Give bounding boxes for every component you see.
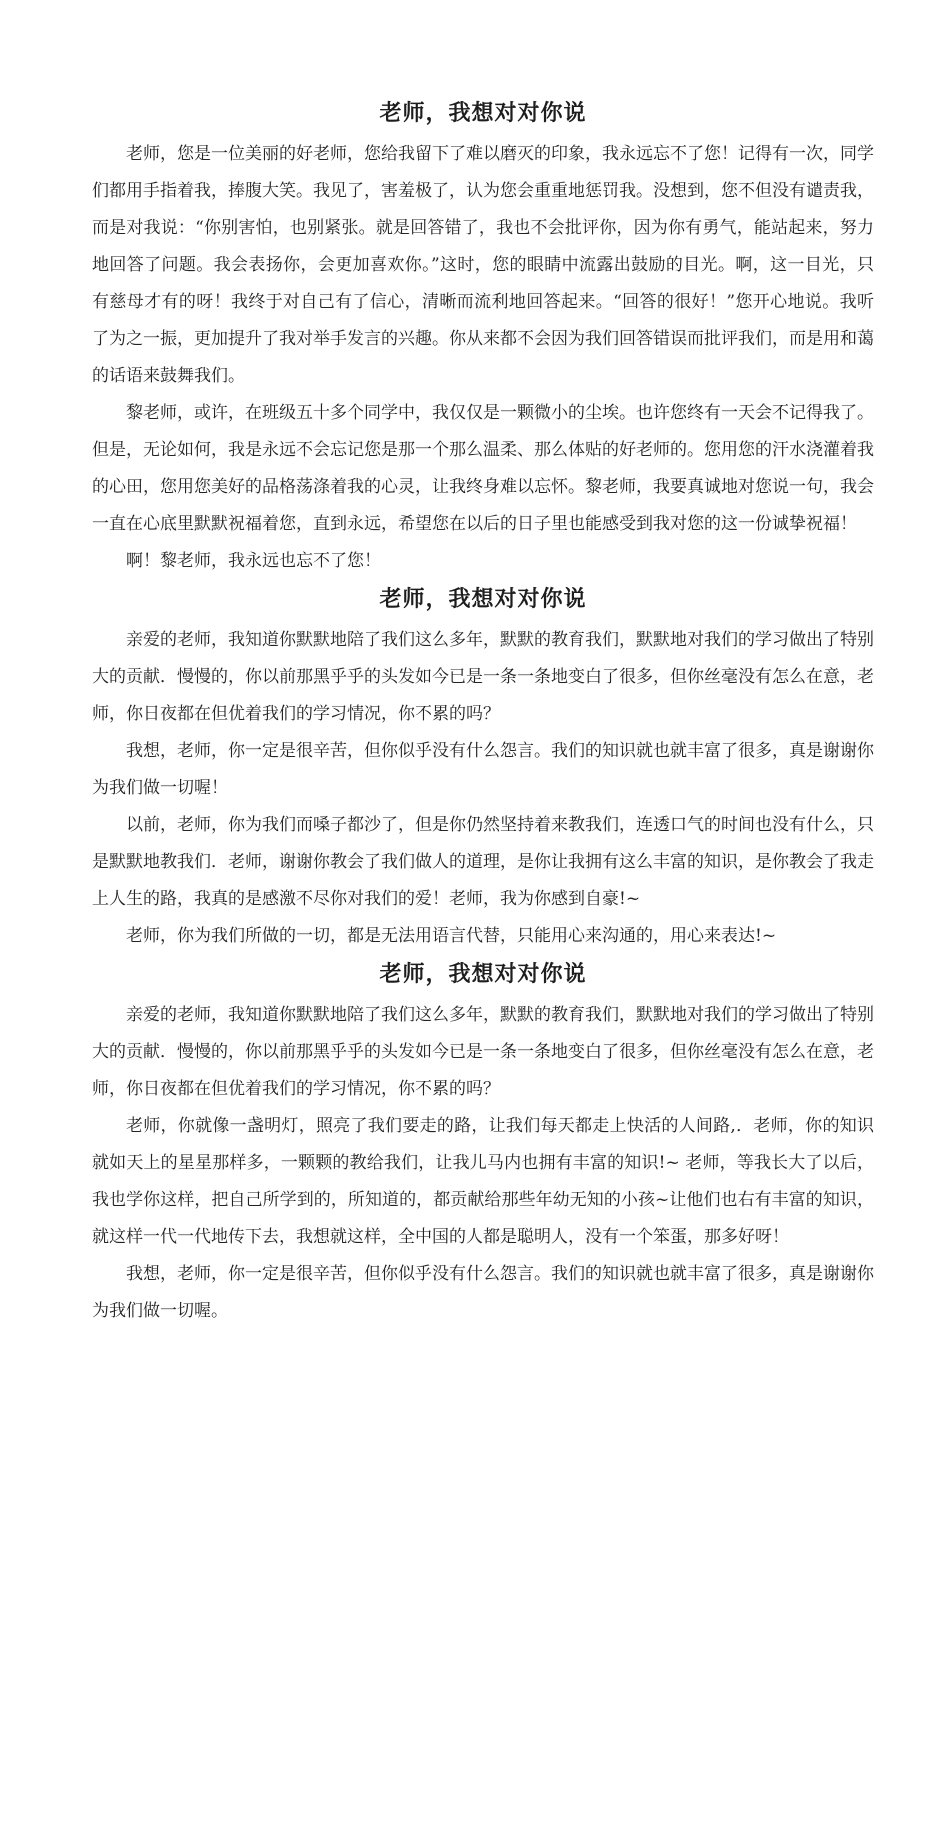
paragraph: 老师，您是一位美丽的好老师，您给我留下了难以磨灭的印象，我永远忘不了您！记得有一次，同学们都用手指着我，捧腹大笑。我见了，害羞极了，认为您会重重地惩罚我。没想到，您不但没有谴责我，而是对我说：“你别害怕，也别紧张。就是回答错了，我也不会批评你，因为你有勇气，能站起来，努力地回答了问题。我会表扬你，会更加喜欢你。”这时，您的眼睛中流露出鼓励的目光。啊，这一目光，只有慈母才有的呀！我终于对自己有了信心，清晰而流利地回答起来。“回答的很好！”您开心地说。我听了为之一振，更加提升了我对举手发言的兴趣。你从来都不会因为我们回答错误而批评我们，而是用和蔼的话语来鼓舞我们。 bbox=[92, 144, 874, 386]
section-title: 老师，我想对对你说 bbox=[379, 100, 587, 126]
paragraph: 黎老师，或许，在班级五十多个同学中，我仅仅是一颗微小的尘埃。也许您终有一天会不记得我了。但是，无论如何，我是永远不会忘记您是那一个那么温柔、那么体贴的好老师的。您用您的汗水浇灌着我的心田，您用您美好的品格荡涤着我的心灵，让我终身难以忘怀。黎老师，我要真诚地对您说一句，我会一直在心底里默默祝福着您，直到永远，希望您在以后的日子里也能感受到我对您的这一份诚挚祝福！ bbox=[92, 403, 874, 534]
paragraph: 亲爱的老师，我知道你默默地陪了我们这么多年，默默的教育我们，默默地对我们的学习做出了特别大的贡献．慢慢的，你以前那黑乎乎的头发如今已是一条一条地变白了很多，但你丝毫没有怎么在意，老师，你日夜都在但优着我们的学习情况，你不累的吗？ bbox=[92, 1005, 874, 1099]
essay-section-3 bbox=[92, 959, 874, 1330]
paragraph: 亲爱的老师，我知道你默默地陪了我们这么多年，默默的教育我们，默默地对我们的学习做出了特别大的贡献．慢慢的，你以前那黑乎乎的头发如今已是一条一条地变白了很多，但你丝毫没有怎么在意，老师，你日夜都在但优着我们的学习情况，你不累的吗？ bbox=[92, 630, 874, 724]
section-title: 老师，我想对对你说 bbox=[379, 586, 587, 612]
paragraph: 我想，老师，你一定是很辛苦，但你似乎没有什么怨言。我们的知识就也就丰富了很多，真是谢谢你为我们做一切喔。 bbox=[92, 1264, 874, 1321]
paragraph: 啊！黎老师，我永远也忘不了您！ bbox=[126, 551, 381, 571]
essay-section-1 bbox=[92, 98, 874, 580]
paragraph: 我想，老师，你一定是很辛苦，但你似乎没有什么怨言。我们的知识就也就丰富了很多，真是谢谢你为我们做一切喔！ bbox=[92, 741, 874, 798]
section-title: 老师，我想对对你说 bbox=[379, 961, 587, 987]
paragraph: 老师，你为我们所做的一切，都是无法用语言代替，只能用心来沟通的，用心来表达!~ bbox=[126, 926, 777, 946]
document-page bbox=[92, 98, 874, 1334]
paragraph: 以前，老师，你为我们而嗓子都沙了，但是你仍然坚持着来教我们，连透口气的时间也没有什么，只是默默地教我们．老师，谢谢你教会了我们做人的道理，是你让我拥有这么丰富的知识，是你教会了我走上人生的路，我真的是感激不尽你对我们的爱！老师，我为你感到自豪!~ bbox=[92, 815, 874, 909]
paragraph: 老师，你就像一盏明灯，照亮了我们要走的路，让我们每天都走上快活的人间路,．老师，你的知识就如天上的星星那样多，一颗颗的教给我们，让我儿马内也拥有丰富的知识!~ 老师，等我长大了以后，我也学你这样，把自己所学到的，所知道的，都贡献给那些年幼无知的小孩~让他们也右有丰富的知识，就这样一代一代地传下去，我想就这样，全中国的人都是聪明人，没有一个笨蛋，那多好呀！ bbox=[92, 1116, 874, 1247]
essay-section-2 bbox=[92, 584, 874, 955]
